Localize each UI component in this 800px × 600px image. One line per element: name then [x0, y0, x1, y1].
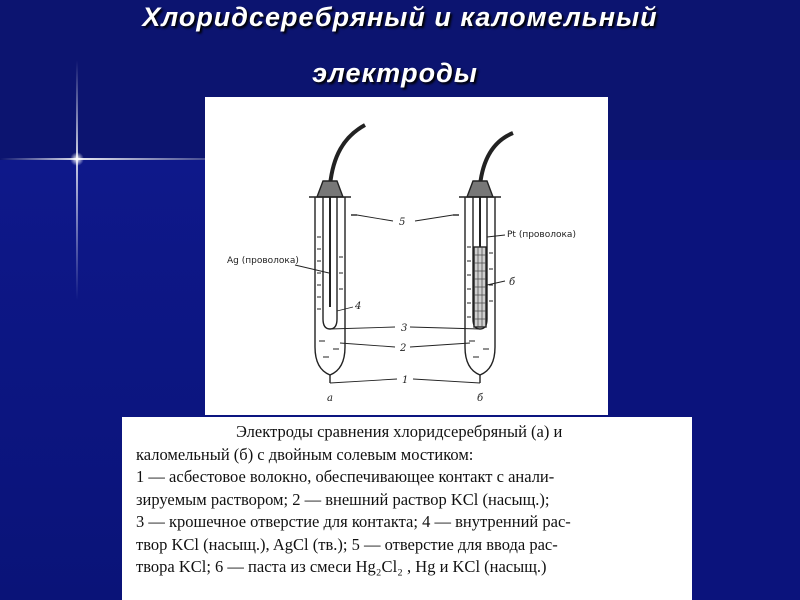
leader-pt	[487, 235, 505, 237]
label-3: 3	[401, 323, 408, 334]
leader-5-right	[415, 215, 453, 221]
lens-flare-core	[70, 152, 84, 166]
electrode-b-cable	[480, 133, 513, 185]
leader-3-right	[410, 327, 480, 329]
caption-line-5: 3 — крошечное отверстие для контакта; 4 — внутренний рас-	[136, 512, 571, 531]
label-5: 5	[399, 217, 406, 228]
label-4: 4	[355, 301, 362, 312]
leader-6	[487, 281, 505, 285]
label-ag-wire: Ag (проволока)	[227, 256, 299, 266]
slide-title-line2: электроды	[312, 58, 478, 88]
leader-2-left	[340, 343, 395, 347]
lens-flare-vertical	[76, 60, 78, 300]
leader-1-right	[413, 379, 480, 383]
label-a: а	[327, 393, 333, 404]
caption-line-4: зируемым раствором; 2 — внешний раствор KCl (насыщ.);	[136, 489, 550, 509]
leader-2-right	[410, 343, 470, 347]
caption-line-1: Электроды сравнения хлоридсеребряный (а) и	[236, 422, 563, 441]
label-2: 2	[400, 343, 407, 354]
electrode-a-cable	[330, 125, 365, 185]
electrode-b-cap	[467, 181, 493, 197]
label-1: 1	[402, 375, 409, 386]
leader-3-left	[330, 327, 395, 329]
leader-ag	[295, 265, 329, 273]
caption-line-3: 1 — асбестовое волокно, обеспечивающее контакт с анали-	[136, 467, 555, 486]
caption-line-7: твора KCl; 6 — паста из смеси Hg₂Cl₂ , Hg и KCl (насыщ.)	[136, 557, 547, 576]
caption-line-6: твор KCl (насыщ.), AgCl (тв.); 5 — отверстие для ввода рас-	[136, 534, 558, 554]
lens-flare-horizontal	[0, 158, 230, 160]
leader-1-left	[330, 379, 397, 383]
electrode-diagram	[205, 97, 608, 415]
figure-caption	[122, 417, 692, 600]
label-pt-wire: Pt (проволока)	[507, 230, 576, 240]
label-b: б	[477, 393, 484, 404]
label-6: б	[509, 277, 516, 288]
electrode-drawing	[205, 97, 608, 415]
leader-5-left	[357, 215, 393, 221]
slide-title-line1: Хлоридсеребряный и каломельный	[142, 2, 658, 32]
caption-line-2: каломельный (б) с двойным солевым мостиком:	[136, 444, 474, 464]
electrode-a-cap	[317, 181, 343, 197]
